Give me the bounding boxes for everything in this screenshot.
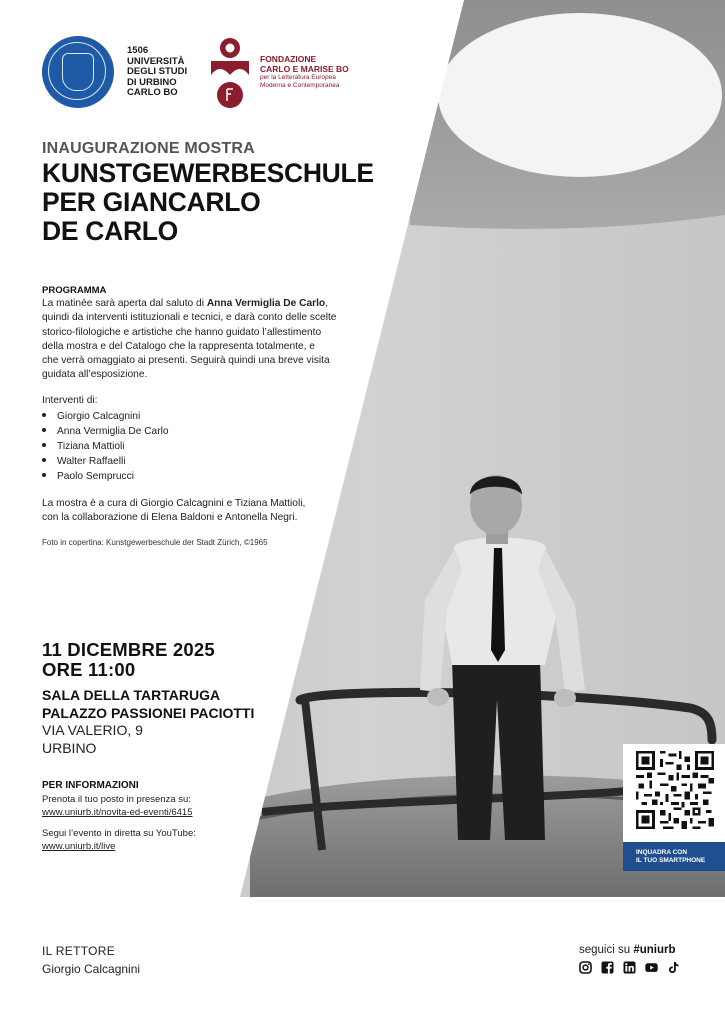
event-datetime: [42, 640, 215, 680]
program-text-line: storico-filologiche e artistiche che hanno guidato l’allestimento: [42, 326, 322, 338]
speakers-heading: Interventi di:: [42, 395, 98, 406]
event-time: ORE 11:00: [42, 659, 136, 680]
speaker-name: Anna Vermiglia De Carlo: [57, 426, 169, 437]
bullet-icon: [42, 473, 46, 477]
youtube-icon[interactable]: [645, 961, 658, 974]
event-title-line: DE CARLO: [42, 216, 178, 246]
bullet-icon: [42, 428, 46, 432]
university-seal-icon: [42, 36, 114, 108]
university-year: 1506: [127, 45, 149, 56]
venue-line: PALAZZO PASSIONEI PACIOTTI: [42, 704, 255, 721]
speaker-name: Giorgio Calcagnini: [57, 411, 141, 422]
university-name-line: UNIVERSITÀ: [127, 55, 185, 67]
program-text-line: La matinée sarà aperta dal saluto di: [42, 298, 207, 309]
university-name-line: DI URBINO: [127, 76, 177, 88]
foundation-subtitle-line: per la Letteratura Europea: [260, 74, 336, 81]
list-item: [42, 439, 169, 454]
facebook-icon[interactable]: [601, 961, 614, 974]
program-text: [42, 297, 372, 383]
linkedin-icon[interactable]: [623, 961, 636, 974]
program-text-line: quindi da interventi istituzionali e tecnici, e darà conto delle scelte: [42, 312, 337, 324]
info-section: [42, 794, 196, 853]
list-item: [42, 424, 169, 439]
qr-caption-line: INQUADRA CON: [636, 849, 688, 856]
foundation-name-line: FONDAZIONE: [260, 54, 317, 64]
booking-text: Prenota il tuo posto in presenza su:: [42, 794, 191, 805]
foundation-name: [260, 54, 349, 90]
list-item: [42, 409, 169, 424]
event-title-line: PER GIANCARLO: [42, 187, 261, 217]
follow-text: seguici su: [579, 944, 634, 956]
foundation-logo-icon: [209, 37, 251, 109]
qr-caption: [623, 842, 725, 871]
live-link[interactable]: www.uniurb.it/live: [42, 840, 116, 852]
curators-line: con la collaborazione di Elena Baldoni e Antonella Negri.: [42, 512, 298, 524]
address-line: URBINO: [42, 739, 97, 756]
university-name: [127, 46, 187, 99]
university-name-line: CARLO BO: [127, 87, 178, 98]
speaker-name: Walter Raffaelli: [57, 456, 126, 467]
bullet-icon: [42, 443, 46, 447]
event-title-line: KUNSTGEWERBESCHULE: [42, 158, 374, 188]
hashtag: #uniurb: [633, 944, 676, 956]
host-name: Anna Vermiglia De Carlo: [206, 298, 326, 309]
curators-text: [42, 497, 305, 526]
curators-line: La mostra è a cura di Giorgio Calcagnini e Tiziana Mattioli,: [42, 498, 306, 509]
program-heading: PROGRAMMA: [42, 285, 107, 296]
rector-name: Giorgio Calcagnini: [42, 962, 141, 976]
instagram-icon[interactable]: [579, 961, 592, 974]
list-item: [42, 469, 169, 484]
event-kicker: INAUGURAZIONE MOSTRA: [42, 140, 255, 157]
venue-line: SALA DELLA TARTARUGA: [42, 687, 221, 703]
bullet-icon: [42, 458, 46, 462]
social-links: [579, 961, 680, 974]
list-item: [42, 454, 169, 469]
program-text-line: guidata all’esposizione.: [42, 369, 148, 381]
program-text-line: che verrà omaggiato ai presenti. Seguirà quindi una breve visita: [42, 355, 330, 367]
program-text-line: della mostra e del Catalogo che la rappresenta totalmente, e: [42, 340, 315, 352]
university-name-line: DEGLI STUDI: [127, 66, 188, 77]
photo-credit: Foto in copertina: Kunstgewerbeschule der Stadt Zürich, ©1965: [42, 538, 268, 547]
info-heading: PER INFORMAZIONI: [42, 780, 139, 791]
address-line: VIA VALERIO, 9: [42, 722, 143, 738]
follow-label: [579, 944, 676, 956]
foundation-name-line: CARLO E MARISE BO: [260, 64, 349, 74]
qr-caption-line: IL TUO SMARTPHONE: [636, 857, 706, 864]
foundation-subtitle-line: Moderna e Contemporanea: [260, 82, 340, 89]
event-title: [42, 159, 374, 246]
rector-title: IL RETTORE: [42, 944, 116, 958]
event-date: 11 DICEMBRE 2025: [42, 639, 215, 660]
tiktok-icon[interactable]: [667, 961, 680, 974]
qr-code-icon[interactable]: [636, 751, 714, 829]
live-text: Segui l’evento in diretta su YouTube:: [42, 828, 196, 839]
bullet-icon: [42, 413, 46, 417]
event-venue: [42, 687, 254, 722]
speaker-name: Tiziana Mattioli: [57, 441, 125, 452]
speaker-name: Paolo Semprucci: [57, 471, 135, 482]
speakers-list: [42, 409, 169, 484]
booking-link[interactable]: www.uniurb.it/novita-ed-eventi/6415: [42, 806, 193, 818]
event-address: [42, 722, 143, 757]
program-text-punct: ,: [325, 298, 328, 309]
